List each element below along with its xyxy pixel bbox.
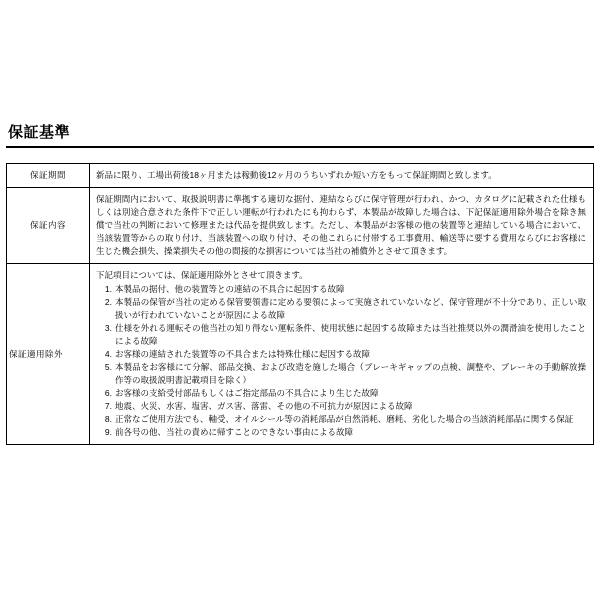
- list-item-text: 本製品の保管が当社の定める保管要領書に定める要領によって実施されていないなど、保守管理が不十分であり、正しい取扱いが行われていないことが原因による故障: [115, 297, 586, 320]
- list-item-number: 5.: [104, 362, 112, 372]
- list-item-text: 正常なご使用方法でも、軸受、オイルシール等の消耗部品が自然消耗、磨耗、劣化した場合の当該消耗部品に関する保証: [115, 414, 574, 424]
- warranty-table: [6, 163, 594, 445]
- row-body-warranty-content: [90, 188, 594, 264]
- paragraph: 新品に限り、工場出荷後18ヶ月または稼動後12ヶ月のうちいずれか短い方をもって保証期間と致します。: [96, 170, 497, 180]
- row-label-line-1: 保証適用除外: [9, 348, 64, 359]
- list-item-number: 7.: [104, 401, 112, 411]
- list-item-text: お客様の支給受付部品もしくはご指定部品の不具合により生じた故障: [115, 388, 379, 398]
- list-item: [96, 322, 586, 348]
- table-row: [7, 264, 594, 445]
- list-item-number: 4.: [104, 349, 112, 359]
- list-item-text: 本製品の据付、他の装置等との連結の不具合に起因する故障: [115, 284, 345, 294]
- list-item: [96, 283, 586, 296]
- list-item: [96, 348, 586, 361]
- title-divider: [6, 146, 594, 148]
- list-item: [96, 296, 586, 322]
- exclusion-list: [96, 283, 586, 439]
- list-item-number: 8.: [104, 414, 112, 424]
- row-body-warranty-exclusions: [90, 264, 594, 445]
- row-label-warranty-period: 保証期間: [7, 164, 90, 188]
- list-item-text: 前各号の他、当社の責めに帰すことのできない事由による故障: [115, 427, 354, 437]
- list-item: [96, 400, 586, 413]
- table-row: [7, 164, 594, 188]
- list-item-number: 3.: [104, 323, 112, 333]
- list-item: [96, 361, 586, 387]
- list-item-text: お客様の連結された装置等の不具合または特殊仕様に起因する故障: [115, 349, 371, 359]
- row-label-warranty-exclusions: [7, 264, 90, 445]
- list-item-number: 9.: [104, 427, 112, 437]
- list-item: [96, 387, 586, 400]
- page-title: 保証基準: [8, 124, 71, 141]
- row-body-warranty-period: [90, 164, 594, 188]
- list-item-number: 1.: [104, 284, 112, 294]
- paragraph: 保証期間内において、取扱説明書に準拠する適切な据付、連結ならびに保守管理が行われ、かつ、カタログに記載された仕様もしくは別途合意された条件下で正しい運転が行われたにも拘わらず、本製品が故障した場合は、下記保証適用除外場合を除き無償で当社の判断において修理または代品を提供致します。ただし、本製品がお客様の他の装置等と連結している場合において、当該装置等からの取り付け、当該装置への取り付け、その他これらに付帯する工事費用、輸送等に要する費用ならびにお客様に生じた機会損失、操業損失その他の間接的な損害については当社の補償外とさせて頂きます。: [96, 194, 586, 256]
- list-item-text: 本製品をお客様にて分解、部品交換、および改造を施した場合（ブレーキギャップの点検、調整や、ブレーキの手動解放操作等の取扱説明書記載項目を除く）: [115, 362, 586, 385]
- row-label-warranty-content: 保証内容: [7, 188, 90, 264]
- list-item-number: 2.: [104, 297, 112, 307]
- table-row: [7, 188, 594, 264]
- list-item: [96, 426, 586, 439]
- list-item-text: 仕様を外れる運転その他当社の知り得ない運転条件、使用状態に起因する故障または当社推奨以外の潤滑油を使用したことによる故障: [115, 323, 586, 346]
- list-item: [96, 413, 586, 426]
- paragraph: 下記項目については、保証適用除外とさせて頂きます。: [96, 270, 308, 280]
- list-item-number: 6.: [104, 388, 112, 398]
- list-item-text: 地震、火災、水害、塩害、ガス害、落雷、その他の不可抗力が原因による故障: [115, 401, 413, 411]
